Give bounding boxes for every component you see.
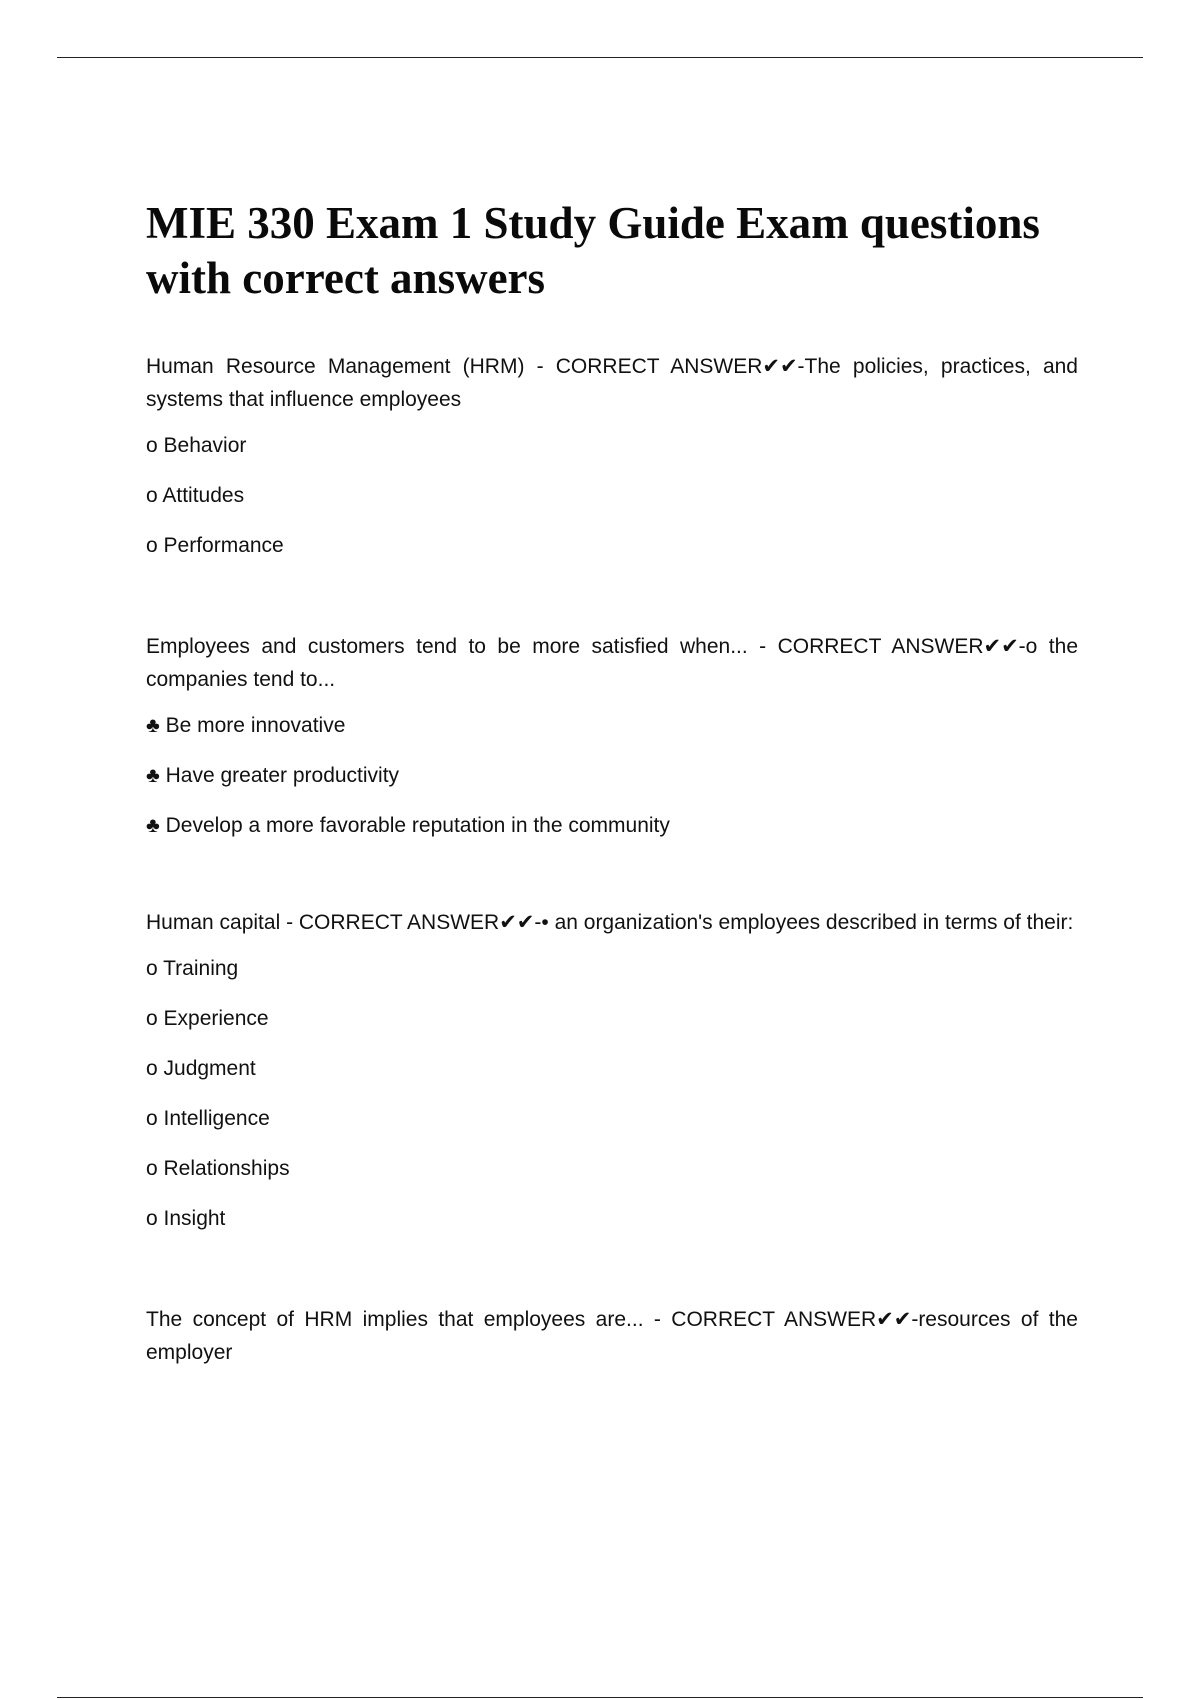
list-item: ♣ Be more innovative [146, 714, 346, 737]
list-item: o Behavior [146, 434, 247, 457]
list-item: o Experience [146, 1007, 269, 1030]
qa-question-answer: The concept of HRM implies that employees are... - CORRECT ANSWER✔✔-resources of the employer [146, 1308, 1078, 1364]
document-body [146, 196, 1078, 1369]
qa-block [146, 906, 1078, 1233]
qa-block [146, 630, 1078, 840]
header-rule [57, 57, 1143, 58]
list-item: o Intelligence [146, 1107, 270, 1130]
qa-question-answer: Human Resource Management (HRM) - CORRECT ANSWER✔✔-The policies, practices, and systems that influence employees [146, 355, 1078, 411]
list-item: o Attitudes [146, 484, 245, 507]
qa-block [146, 350, 1078, 560]
list-item: o Insight [146, 1207, 226, 1230]
list-item: o Training [146, 957, 239, 980]
qa-block [146, 1303, 1078, 1369]
document-title: MIE 330 Exam 1 Study Guide Exam questions with correct answers [146, 198, 1040, 303]
list-item: ♣ Develop a more favorable reputation in the community [146, 814, 670, 837]
qa-question-answer: Human capital - CORRECT ANSWER✔✔-• an organization's employees described in terms of their: [146, 911, 1074, 934]
footer-rule [57, 1697, 1143, 1698]
list-item: o Judgment [146, 1057, 256, 1080]
list-item: ♣ Have greater productivity [146, 764, 400, 787]
list-item: o Relationships [146, 1157, 290, 1180]
list-item: o Performance [146, 534, 284, 557]
qa-question-answer: Employees and customers tend to be more satisfied when... - CORRECT ANSWER✔✔-o the companies tend to... [146, 635, 1078, 691]
